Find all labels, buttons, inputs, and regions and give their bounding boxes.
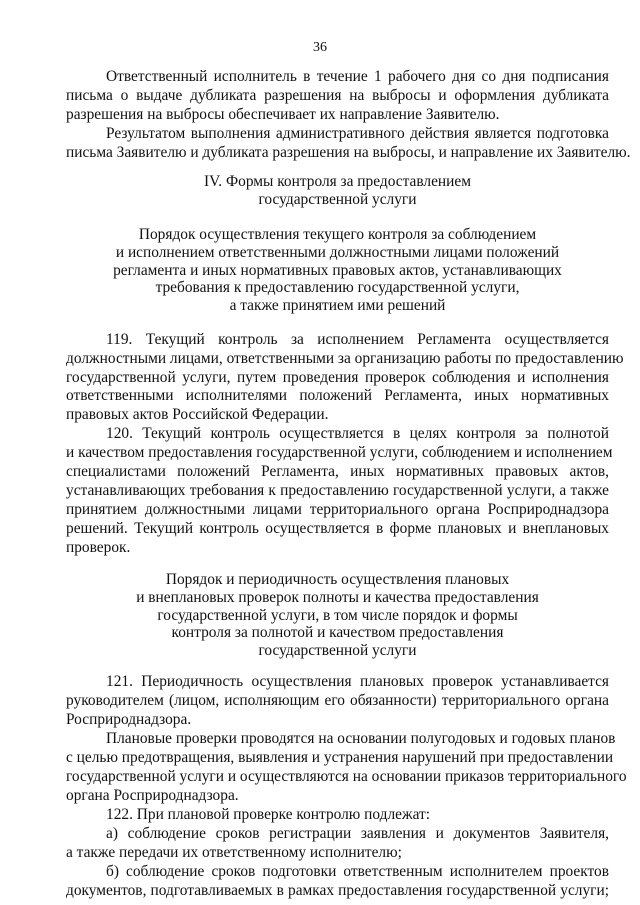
text-line: а) соблюдение сроков регистрации заявления и документов Заявителя, xyxy=(106,825,609,842)
section-heading: IV. Формы контроля за предоставлением xyxy=(204,173,471,190)
text-line: 122. При плановой проверке контролю подлежат: xyxy=(106,806,431,823)
text-line: специалистами положений Регламента, иных нормативных правовых актов, xyxy=(66,463,609,480)
section-heading: государственной услуги xyxy=(258,191,417,208)
text-line: документов, подготавливаемых в рамках предоставления государственной услуги; xyxy=(66,882,609,899)
page-number: 36 xyxy=(313,40,327,55)
text-line: б) соблюдение сроков подготовки ответственным исполнителем проектов xyxy=(106,863,609,880)
text-line: 119. Текущий контроль за исполнением Регламента осуществляется xyxy=(106,331,609,348)
text-line: Росприроднадзора. xyxy=(66,711,192,728)
text-line: 121. Периодичность осуществления плановых проверок устанавливается xyxy=(106,673,609,690)
subsection-heading: контроля за полнотой и качеством предоставления xyxy=(171,624,504,641)
subsection-heading: государственной услуги xyxy=(258,642,417,659)
text-line: органа Росприроднадзора. xyxy=(66,787,239,804)
subsection-heading: и исполнением ответственными должностными лицами положений xyxy=(115,244,560,261)
text-line: и качеством предоставления государственной услуги, соблюдением и исполнением xyxy=(66,444,613,461)
text-line: ответственными исполнителями положений Регламента, иных нормативных xyxy=(66,387,609,404)
subsection-heading: требования к предоставлению государственной услуги, xyxy=(155,279,520,296)
text-line: 120. Текущий контроль осуществляется в целях контроля за полнотой xyxy=(106,425,609,442)
text-line: решений. Текущий контроль осуществляется в форме плановых и внеплановых xyxy=(66,520,609,537)
subsection-heading: Порядок и периодичность осуществления плановых xyxy=(165,571,510,588)
text-line: должностными лицами, ответственными за организацию работы по предоставлению xyxy=(66,350,624,367)
text-line: государственной услуги и осуществляются на основании приказов территориального xyxy=(66,768,627,785)
text-line: письма Заявителю и дубликата разрешения на выбросы, и направление их Заявителю. xyxy=(66,144,631,161)
text-line: государственной услуги, путем проведения проверок соблюдения и исполнения xyxy=(66,369,609,386)
text-line: разрешения на выбросы обеспечивает их направление Заявителю. xyxy=(66,106,500,123)
subsection-heading: и внеплановых проверок полноты и качества предоставления xyxy=(136,589,539,606)
text-line: руководителем (лицом, исполняющим его обязанности) территориального органа xyxy=(66,692,609,709)
subsection-heading: а также принятием ими решений xyxy=(229,297,446,314)
subsection-heading: регламента и иных нормативных правовых актов, устанавливающих xyxy=(113,262,562,279)
text-line: проверок. xyxy=(66,539,131,556)
text-line: Результатом выполнения административного действия является подготовка xyxy=(106,125,609,142)
subsection-heading: государственной услуги, в том числе порядок и формы xyxy=(157,607,518,624)
text-line: а также передачи их ответственному исполнителю; xyxy=(66,844,402,861)
text-line: устанавливающих требования к предоставлению государственной услуги, а также xyxy=(66,482,609,499)
subsection-heading: Порядок осуществления текущего контроля за соблюдением xyxy=(138,226,537,243)
text-line: Ответственный исполнитель в течение 1 рабочего дня со дня подписания xyxy=(106,68,609,85)
text-line: письма о выдаче дубликата разрешения на выбросы и оформления дубликата xyxy=(66,87,609,104)
text-line: с целью предотвращения, выявления и устранения нарушений при предоставлении xyxy=(66,749,614,766)
text-line: Плановые проверки проводятся на основании полугодовых и годовых планов xyxy=(106,730,616,747)
text-line: правовых актов Российской Федерации. xyxy=(66,406,329,423)
text-line: принятием должностными лицами территориального органа Росприроднадзора xyxy=(66,501,609,518)
